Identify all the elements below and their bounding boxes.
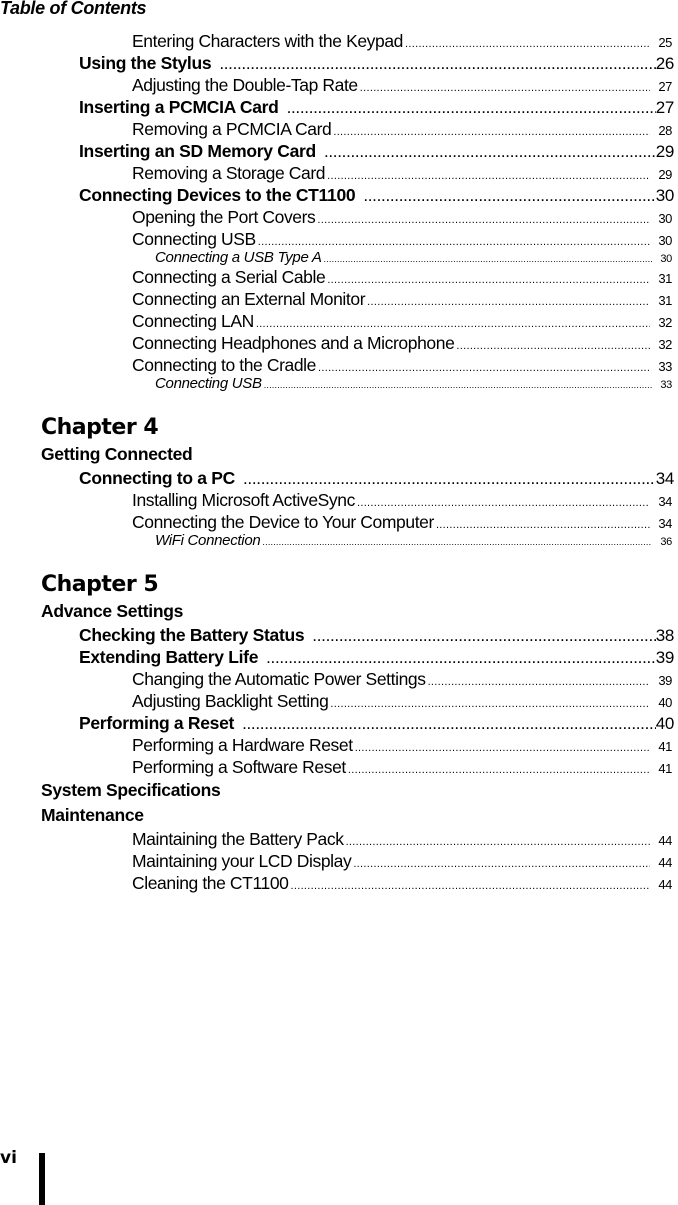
dot-leader	[324, 251, 653, 267]
toc-entry[interactable]	[0, 756, 678, 778]
toc-entry[interactable]	[0, 828, 678, 850]
toc-entry-page: 33	[660, 379, 672, 391]
dot-leader	[266, 647, 656, 669]
toc-entry-label: Connecting a Serial Cable	[132, 267, 326, 287]
toc-entry[interactable]	[0, 250, 678, 266]
toc-entry-label: Extending Battery Life	[79, 647, 259, 667]
toc-entry-page: 31	[658, 293, 672, 308]
toc-entry-page: 31	[658, 271, 672, 286]
toc-entry-page: 30	[658, 211, 672, 226]
toc-entry-label: Performing a Reset	[79, 713, 235, 733]
dot-leader	[363, 185, 655, 207]
toc-entry-page: 29	[658, 167, 672, 182]
page-header-title: Table of Contents	[0, 0, 147, 18]
toc-entry[interactable]	[0, 310, 678, 332]
toc-entry-label: Connecting LAN	[132, 311, 254, 331]
toc-entry[interactable]	[0, 511, 678, 533]
chapter-4-heading: Chapter 4	[41, 415, 159, 440]
toc-entry-label: WiFi Connection	[155, 532, 261, 549]
toc-entry-page: 34	[655, 469, 674, 488]
toc-entry-page: 44	[658, 833, 672, 848]
toc-entry[interactable]	[0, 52, 678, 74]
toc-entry-page: 40	[655, 714, 674, 733]
toc-entry[interactable]	[0, 734, 678, 756]
toc-entry-page: 32	[658, 315, 672, 330]
toc-entry-page: 34	[658, 516, 672, 531]
toc-entry-page: 30	[655, 186, 674, 205]
toc-entry[interactable]	[0, 228, 678, 250]
dot-leader	[287, 97, 656, 119]
toc-entry-label: Adjusting Backlight Setting	[132, 691, 329, 711]
toc-entry-page: 33	[658, 359, 672, 374]
spacer	[0, 549, 678, 571]
toc-entry[interactable]	[0, 668, 678, 690]
toc-entry-page: 39	[655, 648, 674, 667]
maintenance-heading[interactable]: Maintenance	[41, 805, 144, 825]
toc-entry-page: 30	[658, 233, 672, 248]
chapter-4-title[interactable]: Getting Connected	[41, 444, 193, 464]
toc-entry-label: Performing a Hardware Reset	[132, 735, 353, 755]
toc-entry-label: Using the Stylus	[79, 53, 212, 73]
toc-entry-label: Maintaining the Battery Pack	[132, 829, 344, 849]
toc-entry[interactable]	[0, 624, 678, 646]
toc-entry-label: Connecting Devices to the CT1100	[79, 185, 356, 205]
toc-entry[interactable]	[0, 118, 678, 140]
toc-entry-label: Inserting an SD Memory Card	[79, 141, 316, 161]
chapter-5-heading: Chapter 5	[41, 572, 159, 597]
toc-entry[interactable]	[0, 74, 678, 96]
toc-entry[interactable]	[0, 354, 678, 376]
toc-entry-label: Changing the Automatic Power Settings	[132, 669, 426, 689]
toc-entry-label: Entering Characters with the Keypad	[132, 31, 404, 51]
toc-entry-label: Inserting a PCMCIA Card	[79, 97, 279, 117]
toc-entry-page: 29	[655, 142, 674, 161]
toc-entry-label: Connecting USB	[132, 229, 256, 249]
toc-entry-page: 32	[658, 337, 672, 352]
spacer	[0, 392, 678, 414]
toc-entry-label: Connecting to the Cradle	[132, 355, 316, 375]
margin-bar	[39, 1153, 45, 1205]
dot-leader	[264, 377, 653, 393]
dot-leader	[324, 141, 656, 163]
toc-entry-label: Adjusting the Double-Tap Rate	[132, 75, 358, 95]
toc-entry[interactable]	[0, 489, 678, 511]
toc-entry-label: Connecting USB	[155, 375, 262, 392]
toc-entry-page: 41	[658, 761, 672, 776]
toc-entry-page: 41	[658, 739, 672, 754]
chapter-4-entries	[0, 467, 678, 549]
toc-entry[interactable]	[0, 140, 678, 162]
toc-entry[interactable]	[0, 206, 678, 228]
toc-entry[interactable]	[0, 712, 678, 734]
toc-entry-label: Connecting to a PC	[79, 468, 235, 488]
toc-entry-page: 38	[655, 626, 674, 645]
toc-entry-page: 25	[658, 35, 672, 50]
toc-entry-label: Connecting an External Monitor	[132, 289, 366, 309]
toc-entry[interactable]	[0, 850, 678, 872]
toc-entry[interactable]	[0, 690, 678, 712]
toc-entry[interactable]	[0, 872, 678, 894]
dot-leader	[243, 468, 656, 490]
toc-entry-label: Cleaning the CT1100	[132, 873, 289, 893]
toc-entry-label: Installing Microsoft ActiveSync	[132, 490, 355, 510]
toc-entry-page: 44	[658, 877, 672, 892]
chapter-5-title[interactable]: Advance Settings	[41, 601, 184, 621]
toc-entry-label: Opening the Port Covers	[132, 207, 316, 227]
dot-leader	[242, 713, 656, 735]
toc-continued-section	[0, 30, 678, 392]
toc-entry-page: 28	[658, 123, 672, 138]
toc-entry[interactable]	[0, 266, 678, 288]
toc-entry[interactable]	[0, 467, 678, 489]
system-specifications-heading[interactable]: System Specifications	[41, 780, 221, 800]
toc-entry-page: 36	[660, 536, 672, 548]
toc-entry-label: Removing a PCMCIA Card	[132, 119, 332, 139]
toc-entry[interactable]	[0, 332, 678, 354]
toc-entry-label: Connecting the Device to Your Computer	[132, 512, 434, 532]
toc-entry-label: Checking the Battery Status	[79, 625, 305, 645]
toc-entry[interactable]	[0, 533, 678, 549]
toc-entry-label: Connecting Headphones and a Microphone	[132, 333, 455, 353]
toc-entry-page: 44	[658, 855, 672, 870]
toc-entry-page: 34	[658, 494, 672, 509]
toc-entry[interactable]	[0, 162, 678, 184]
toc-entry-page: 40	[658, 695, 672, 710]
toc-entry-label: Removing a Storage Card	[132, 163, 326, 183]
dot-leader	[312, 625, 655, 647]
toc-entry-label: Connecting a USB Type A	[155, 249, 322, 266]
toc-entry-page: 30	[660, 253, 672, 265]
toc-entry[interactable]	[0, 288, 678, 310]
toc-entry[interactable]	[0, 184, 678, 206]
chapter-5-entries	[0, 624, 678, 778]
dot-leader	[219, 53, 655, 75]
toc-entry-label: Maintaining your LCD Display	[132, 851, 352, 871]
toc-entry[interactable]	[0, 30, 678, 52]
toc-entry-page: 26	[655, 54, 674, 73]
toc-entry[interactable]	[0, 96, 678, 118]
toc-entry-page: 27	[658, 79, 672, 94]
dot-leader	[262, 534, 652, 550]
dot-leader	[291, 875, 651, 897]
toc-entry[interactable]	[0, 646, 678, 668]
dot-leader	[348, 759, 650, 781]
page-number: vi	[0, 1148, 17, 1168]
table-of-contents	[0, 30, 678, 894]
toc-entry-label: Performing a Software Reset	[132, 757, 346, 777]
toc-entry-page: 39	[658, 673, 672, 688]
toc-entry[interactable]	[0, 376, 678, 392]
maintenance-entries	[0, 828, 678, 894]
toc-entry-page: 27	[655, 98, 674, 117]
